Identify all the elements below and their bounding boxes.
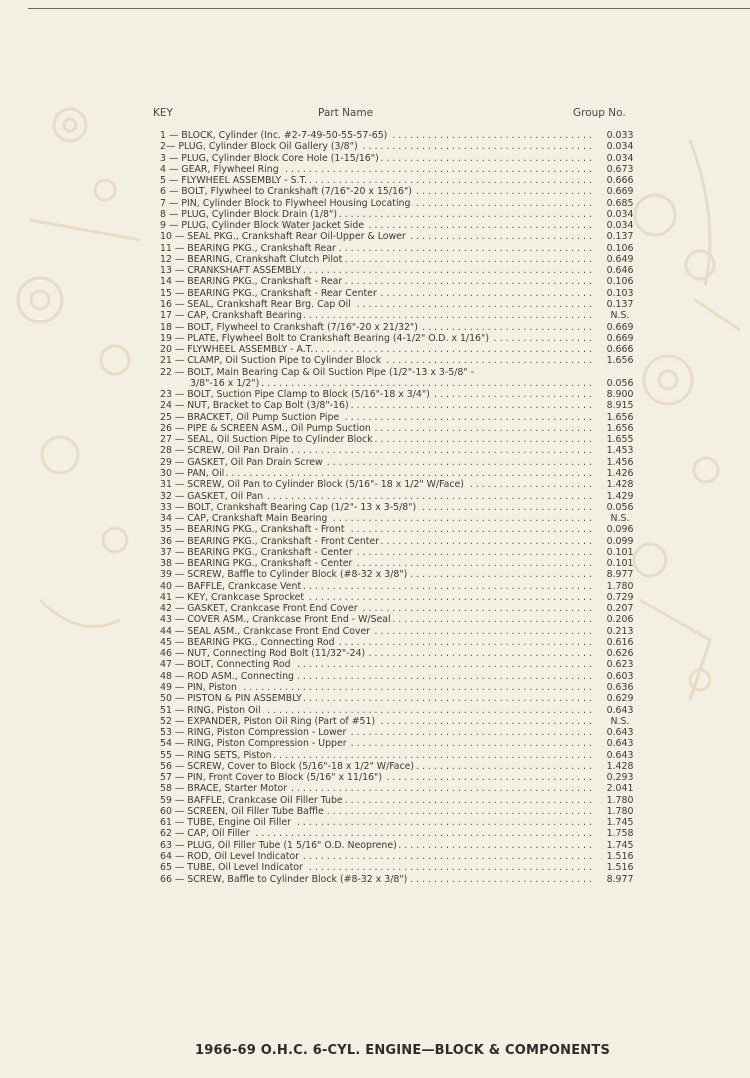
part-description: [160, 412, 592, 423]
part-description: [160, 738, 592, 749]
group-number: 0.096: [606, 524, 634, 536]
table-row: [0, 299, 750, 310]
part-description: [160, 153, 592, 164]
group-number: N.S.: [610, 310, 630, 322]
table-row: [0, 344, 750, 355]
part-description: [160, 457, 592, 468]
table-row: [0, 434, 750, 445]
group-number: 1.429: [606, 490, 634, 502]
group-number: 0.056: [606, 501, 634, 513]
part-description: [160, 524, 592, 535]
table-row: [0, 536, 750, 547]
part-description: [160, 288, 592, 299]
part-description-text: 12 — BEARING, Crankshaft Clutch Pilot: [160, 253, 343, 265]
group-number: 0.033: [606, 130, 634, 141]
part-description-text: 55 — RING SETS, Piston: [160, 749, 272, 761]
table-row: [0, 626, 750, 637]
part-description: [160, 637, 592, 648]
part-description-text: 40 — BAFFLE, Crankcase Vent: [160, 580, 302, 592]
group-number: 0.103: [606, 287, 634, 299]
part-description-text: 35 — BEARING PKG., Crankshaft - Front: [160, 524, 345, 536]
group-number: 0.646: [606, 265, 634, 277]
table-row: [0, 569, 750, 580]
part-description-text: 42 — GASKET, Crankcase Front End Cover: [160, 603, 358, 615]
table-row: [0, 648, 750, 659]
part-description: [160, 220, 592, 231]
part-description-text: 48 — ROD ASM., Connecting: [160, 670, 295, 682]
part-description: [160, 659, 592, 670]
part-description-text: 31 — SCREW, Oil Pan to Cylinder Block (5/16"- 18 x 1/2" W/Face): [160, 479, 464, 491]
part-description: [160, 333, 592, 344]
table-row: [0, 795, 750, 806]
table-row: [0, 288, 750, 299]
part-description-text: 49 — PIN, Piston: [160, 682, 237, 694]
group-number: 1.656: [606, 422, 634, 434]
group-number: 0.099: [606, 535, 634, 547]
group-number: 0.643: [606, 727, 634, 739]
part-description-text: 9 — PLUG, Cylinder Block Water Jacket Side: [160, 220, 365, 232]
part-description: [190, 378, 592, 389]
part-description-text: 50 — PISTON & PIN ASSEMBLY: [160, 693, 302, 705]
table-row: [0, 592, 750, 603]
part-description-text: 64 — ROD, Oil Level Indicator: [160, 851, 300, 862]
table-row: [0, 141, 750, 152]
part-description: [160, 648, 592, 659]
group-number: 0.106: [606, 276, 634, 288]
group-number: 8.915: [606, 400, 634, 412]
part-description-text: 6 — BOLT, Flywheel to Crankshaft (7/16"-20 x 15/16"): [160, 186, 412, 198]
group-number: 1.655: [606, 434, 634, 446]
part-description-text: 22 — BOLT, Main Bearing Cap & Oil Suction Pipe (1/2"-13 x 3-5/8" -: [160, 366, 474, 378]
part-description: [160, 536, 592, 547]
group-number: 0.629: [606, 693, 634, 705]
table-row: [0, 423, 750, 434]
part-description: [160, 130, 592, 141]
table-row: [0, 457, 750, 468]
table-row: [0, 547, 750, 558]
table-row: [0, 524, 750, 535]
part-description: [160, 795, 592, 806]
group-number: N.S.: [610, 715, 630, 727]
table-row: [0, 231, 750, 242]
group-number: 0.207: [606, 603, 634, 615]
part-description-text: 66 — SCREW, Baffle to Cylinder Block (#8-32 x 3/8"): [160, 873, 408, 885]
part-description: [160, 209, 592, 220]
table-row: [0, 243, 750, 254]
part-description: [160, 276, 592, 287]
group-number: 0.137: [606, 298, 634, 310]
part-description-text: 1 — BLOCK, Cylinder (Inc. #2-7-49-50-55-57-65): [160, 130, 388, 141]
part-description: [160, 558, 592, 569]
part-description: [160, 479, 592, 490]
table-row: [0, 761, 750, 772]
group-number: N.S.: [610, 513, 630, 525]
table-row: [0, 738, 750, 749]
part-description: [160, 874, 592, 885]
part-description: [160, 806, 592, 817]
part-description: [160, 783, 592, 794]
table-row: [0, 367, 750, 378]
part-description-text: 4 — GEAR, Flywheel Ring: [160, 163, 279, 175]
part-name-column-header: Part Name: [318, 107, 374, 119]
page-footer-title: 1966-69 O.H.C. 6-CYL. ENGINE—BLOCK & COMPONENTS: [194, 1043, 611, 1058]
part-description: [160, 355, 592, 366]
table-row: [0, 874, 750, 885]
part-description-text: 46 — NUT, Connecting Rod Bolt (11/32"-24): [160, 648, 366, 660]
table-row: [0, 479, 750, 490]
part-description-text: 3/8"-16 x 1/2"): [190, 377, 260, 389]
table-row: [0, 175, 750, 186]
table-row: [0, 389, 750, 400]
group-number: 1.516: [606, 851, 634, 862]
group-number: 0.623: [606, 659, 634, 671]
part-description-text: 32 — GASKET, Oil Pan: [160, 490, 264, 502]
table-row: [0, 659, 750, 670]
top-rule: [28, 8, 750, 9]
part-description-text: 47 — BOLT, Connecting Rod: [160, 659, 291, 671]
group-number: 8.977: [606, 569, 634, 581]
part-description-text: 17 — CAP, Crankshaft Bearing: [160, 310, 303, 322]
part-description-text: 26 — PIPE & SCREEN ASM., Oil Pump Suction: [160, 422, 371, 434]
part-description-text: 11 — BEARING PKG., Crankshaft Rear: [160, 242, 336, 254]
group-number: 0.034: [606, 220, 634, 232]
part-description: [160, 693, 592, 704]
group-number: 0.034: [606, 152, 634, 164]
group-number: 1.656: [606, 355, 634, 367]
table-row: [0, 716, 750, 727]
part-description: [160, 671, 592, 682]
part-description-text: 23 — BOLT, Suction Pipe Clamp to Block (5/16"-18 x 3/4"): [160, 389, 430, 401]
part-description: [160, 750, 592, 761]
part-description-text: 18 — BOLT, Flywheel to Crankshaft (7/16"-20 x 21/32"): [160, 321, 418, 333]
group-number: 1.453: [606, 445, 634, 457]
part-description-text: 3 — PLUG, Cylinder Block Core Hole (1-15/16"): [160, 152, 379, 164]
part-description: [160, 389, 592, 400]
group-number: 0.643: [606, 704, 634, 716]
group-number: 0.673: [606, 163, 634, 175]
group-number: 2.041: [606, 783, 634, 795]
table-row: [0, 682, 750, 693]
part-description: [160, 141, 592, 152]
part-description-text: 5 — FLYWHEEL ASSEMBLY - S.T.: [160, 175, 308, 187]
part-description: [160, 682, 592, 693]
group-number: 0.636: [606, 682, 634, 694]
part-description-text: 43 — COVER ASM., Crankcase Front End - W/Seal: [160, 614, 391, 626]
table-row: [0, 862, 750, 873]
part-description-text: 7 — PIN, Cylinder Block to Flywheel Housing Locating: [160, 197, 411, 209]
table-row: [0, 130, 750, 141]
part-description-text: 25 — BRACKET, Oil Pump Suction Pipe: [160, 411, 340, 423]
part-description: [160, 817, 592, 828]
group-number: 0.056: [606, 377, 634, 389]
part-description: [160, 772, 592, 783]
part-description-text: 27 — SEAL, Oil Suction Pipe to Cylinder Block: [160, 434, 373, 446]
group-number: 0.293: [606, 772, 634, 784]
table-row: [0, 817, 750, 828]
part-description-text: 34 — CAP, Crankshaft Main Bearing: [160, 513, 328, 525]
part-description: [160, 468, 592, 479]
group-number: 0.603: [606, 670, 634, 682]
part-description: [160, 491, 592, 502]
table-row: [0, 502, 750, 513]
group-number: 0.643: [606, 738, 634, 750]
table-row: [0, 254, 750, 265]
part-description-text: 38 — BEARING PKG., Crankshaft - Center: [160, 558, 353, 570]
table-row: [0, 614, 750, 625]
part-description: [160, 299, 592, 310]
part-description: [160, 716, 592, 727]
table-row: [0, 828, 750, 839]
table-row: [0, 198, 750, 209]
part-description-text: 57 — PIN, Front Cover to Block (5/16" x 11/16"): [160, 772, 383, 784]
group-number: 8.900: [606, 389, 634, 401]
table-row: [0, 322, 750, 333]
part-description: [160, 310, 592, 321]
part-description: [160, 569, 592, 580]
part-description: [160, 614, 592, 625]
table-row: [0, 153, 750, 164]
table-header: [0, 107, 750, 123]
part-description-text: 51 — RING, Piston Oil: [160, 704, 261, 716]
part-description-text: 10 — SEAL PKG., Crankshaft Rear Oil-Upper & Lower: [160, 231, 406, 243]
part-description: [160, 581, 592, 592]
part-description-text: 56 — SCREW, Cover to Block (5/16"-18 x 1/2" W/Face): [160, 760, 415, 772]
table-row: [0, 637, 750, 648]
key-column-header: KEY: [153, 107, 173, 119]
table-row: [0, 840, 750, 851]
table-row: [0, 400, 750, 411]
group-number: 0.666: [606, 175, 634, 187]
part-description-text: 14 — BEARING PKG., Crankshaft - Rear: [160, 276, 343, 288]
table-row: [0, 783, 750, 794]
table-row: [0, 445, 750, 456]
table-row: [0, 378, 750, 389]
table-row: [0, 276, 750, 287]
part-description-text: 16 — SEAL, Crankshaft Rear Brg. Cap Oil: [160, 298, 351, 310]
table-row: [0, 333, 750, 344]
part-description-text: 59 — BAFFLE, Crankcase Oil Filler Tube: [160, 794, 343, 806]
part-description-text: 30 — PAN, Oil: [160, 467, 225, 479]
group-number: 1.780: [606, 580, 634, 592]
part-description: [160, 344, 592, 355]
part-description-text: 21 — CLAMP, Oil Suction Pipe to Cylinder Block: [160, 355, 382, 367]
part-description: [160, 243, 592, 254]
part-description: [160, 445, 592, 456]
table-row: [0, 412, 750, 423]
group-number: 0.106: [606, 242, 634, 254]
part-description: [160, 231, 592, 242]
part-description-text: 53 — RING, Piston Compression - Lower: [160, 727, 347, 739]
part-description-text: 20 — FLYWHEEL ASSEMBLY - A.T.: [160, 344, 314, 356]
table-row: [0, 851, 750, 862]
part-description-text: 58 — BRACE, Starter Motor: [160, 783, 288, 795]
group-number: 0.685: [606, 197, 634, 209]
part-description: [160, 265, 592, 276]
table-row: [0, 265, 750, 276]
table-row: [0, 772, 750, 783]
group-number: 0.616: [606, 636, 634, 648]
group-number: 0.649: [606, 253, 634, 265]
part-description: [160, 254, 592, 265]
table-row: [0, 806, 750, 817]
table-row: [0, 558, 750, 569]
group-number: 1.656: [606, 411, 634, 423]
group-number: 0.101: [606, 546, 634, 558]
part-description-text: 62 — CAP, Oil Filler: [160, 828, 250, 840]
parts-list: [0, 130, 750, 885]
part-description-text: 61 — TUBE, Engine Oil Filler: [160, 817, 291, 829]
part-description-text: 39 — SCREW, Baffle to Cylinder Block (#8-32 x 3/8"): [160, 569, 408, 581]
part-description: [160, 626, 592, 637]
part-description-text: 44 — SEAL ASM., Crankcase Front End Cover: [160, 625, 371, 637]
table-row: [0, 727, 750, 738]
part-description: [160, 400, 592, 411]
part-description: [160, 434, 592, 445]
table-row: [0, 513, 750, 524]
table-row: [0, 468, 750, 479]
group-number: 1.758: [606, 828, 634, 840]
table-row: [0, 209, 750, 220]
group-number: 1.428: [606, 760, 634, 772]
part-description: [160, 761, 592, 772]
group-number: 1.780: [606, 794, 634, 806]
part-description-text: 24 — NUT, Bracket to Cap Bolt (3/8"-16): [160, 400, 349, 412]
group-number: 0.669: [606, 332, 634, 344]
group-number: 0.666: [606, 344, 634, 356]
table-row: [0, 705, 750, 716]
group-number: 1.428: [606, 479, 634, 491]
part-description-text: 8 — PLUG, Cylinder Block Drain (1/8"): [160, 208, 337, 220]
part-description: [160, 547, 592, 558]
part-description-text: 36 — BEARING PKG., Crankshaft - Front Center: [160, 535, 380, 547]
part-description-text: 60 — SCREEN, Oil Filler Tube Baffle: [160, 805, 324, 817]
group-number-column-header: Group No.: [573, 107, 626, 119]
group-number: 0.669: [606, 321, 634, 333]
part-description: [160, 423, 592, 434]
table-row: [0, 671, 750, 682]
part-description: [160, 164, 592, 175]
table-row: [0, 603, 750, 614]
table-row: [0, 164, 750, 175]
part-description: [160, 862, 592, 873]
group-number: 1.745: [606, 817, 634, 829]
part-description: [160, 198, 592, 209]
group-number: 0.034: [606, 141, 634, 153]
part-description-text: 54 — RING, Piston Compression - Upper: [160, 738, 347, 750]
part-description: [160, 322, 592, 333]
group-number: 0.729: [606, 591, 634, 603]
group-number: 1.745: [606, 839, 634, 851]
part-description: [160, 828, 592, 839]
table-row: [0, 693, 750, 704]
part-description: [160, 851, 592, 862]
group-number: 0.101: [606, 558, 634, 570]
part-description: [160, 727, 592, 738]
part-description-text: 2— PLUG, Cylinder Block Oil Gallery (3/8"): [160, 141, 358, 153]
table-row: [0, 750, 750, 761]
part-description: [160, 705, 592, 716]
part-description-text: 29 — GASKET, Oil Pan Drain Screw: [160, 456, 323, 468]
part-description-text: 28 — SCREW, Oil Pan Drain: [160, 445, 289, 457]
group-number: 0.206: [606, 614, 634, 626]
part-description-text: 65 — TUBE, Oil Level Indicator: [160, 862, 303, 874]
table-row: [0, 491, 750, 502]
part-description: [160, 175, 592, 186]
table-row: [0, 310, 750, 321]
part-description: [160, 186, 592, 197]
part-description-text: 41 — KEY, Crankcase Sprocket: [160, 591, 305, 603]
group-number: 1.456: [606, 456, 634, 468]
part-description: [160, 502, 592, 513]
group-number: 0.213: [606, 625, 634, 637]
table-row: [0, 186, 750, 197]
part-description-text: 63 — PLUG, Oil Filler Tube (1 5/16" O.D. Neoprene): [160, 839, 397, 851]
table-row: [0, 220, 750, 231]
group-number: 0.643: [606, 749, 634, 761]
group-number: 1.780: [606, 805, 634, 817]
part-description-text: 52 — EXPANDER, Piston Oil Ring (Part of #51): [160, 715, 376, 727]
part-description: [160, 840, 592, 851]
group-number: 1.516: [606, 862, 634, 874]
group-number: 1.426: [606, 467, 634, 479]
part-description: [160, 592, 592, 603]
part-description-text: 15 — BEARING PKG., Crankshaft - Rear Center: [160, 287, 377, 299]
part-description-text: 45 — BEARING PKG., Connecting Rod: [160, 636, 335, 648]
group-number: 8.977: [606, 873, 634, 885]
part-description: [160, 367, 592, 378]
group-number: 0.034: [606, 208, 634, 220]
part-description: [160, 603, 592, 614]
group-number: 0.137: [606, 231, 634, 243]
part-description-text: 19 — PLATE, Flywheel Bolt to Crankshaft Bearing (4-1/2" O.D. x 1/16"): [160, 332, 489, 344]
group-number: 0.669: [606, 186, 634, 198]
part-description-text: 37 — BEARING PKG., Crankshaft - Center: [160, 546, 353, 558]
group-number: 0.626: [606, 648, 634, 660]
table-row: [0, 355, 750, 366]
table-row: [0, 581, 750, 592]
part-description-text: 33 — BOLT, Crankshaft Bearing Cap (1/2"- 13 x 3-5/8"): [160, 501, 417, 513]
part-description-text: 13 — CRANKSHAFT ASSEMBLY: [160, 265, 302, 277]
part-description: [160, 513, 592, 524]
